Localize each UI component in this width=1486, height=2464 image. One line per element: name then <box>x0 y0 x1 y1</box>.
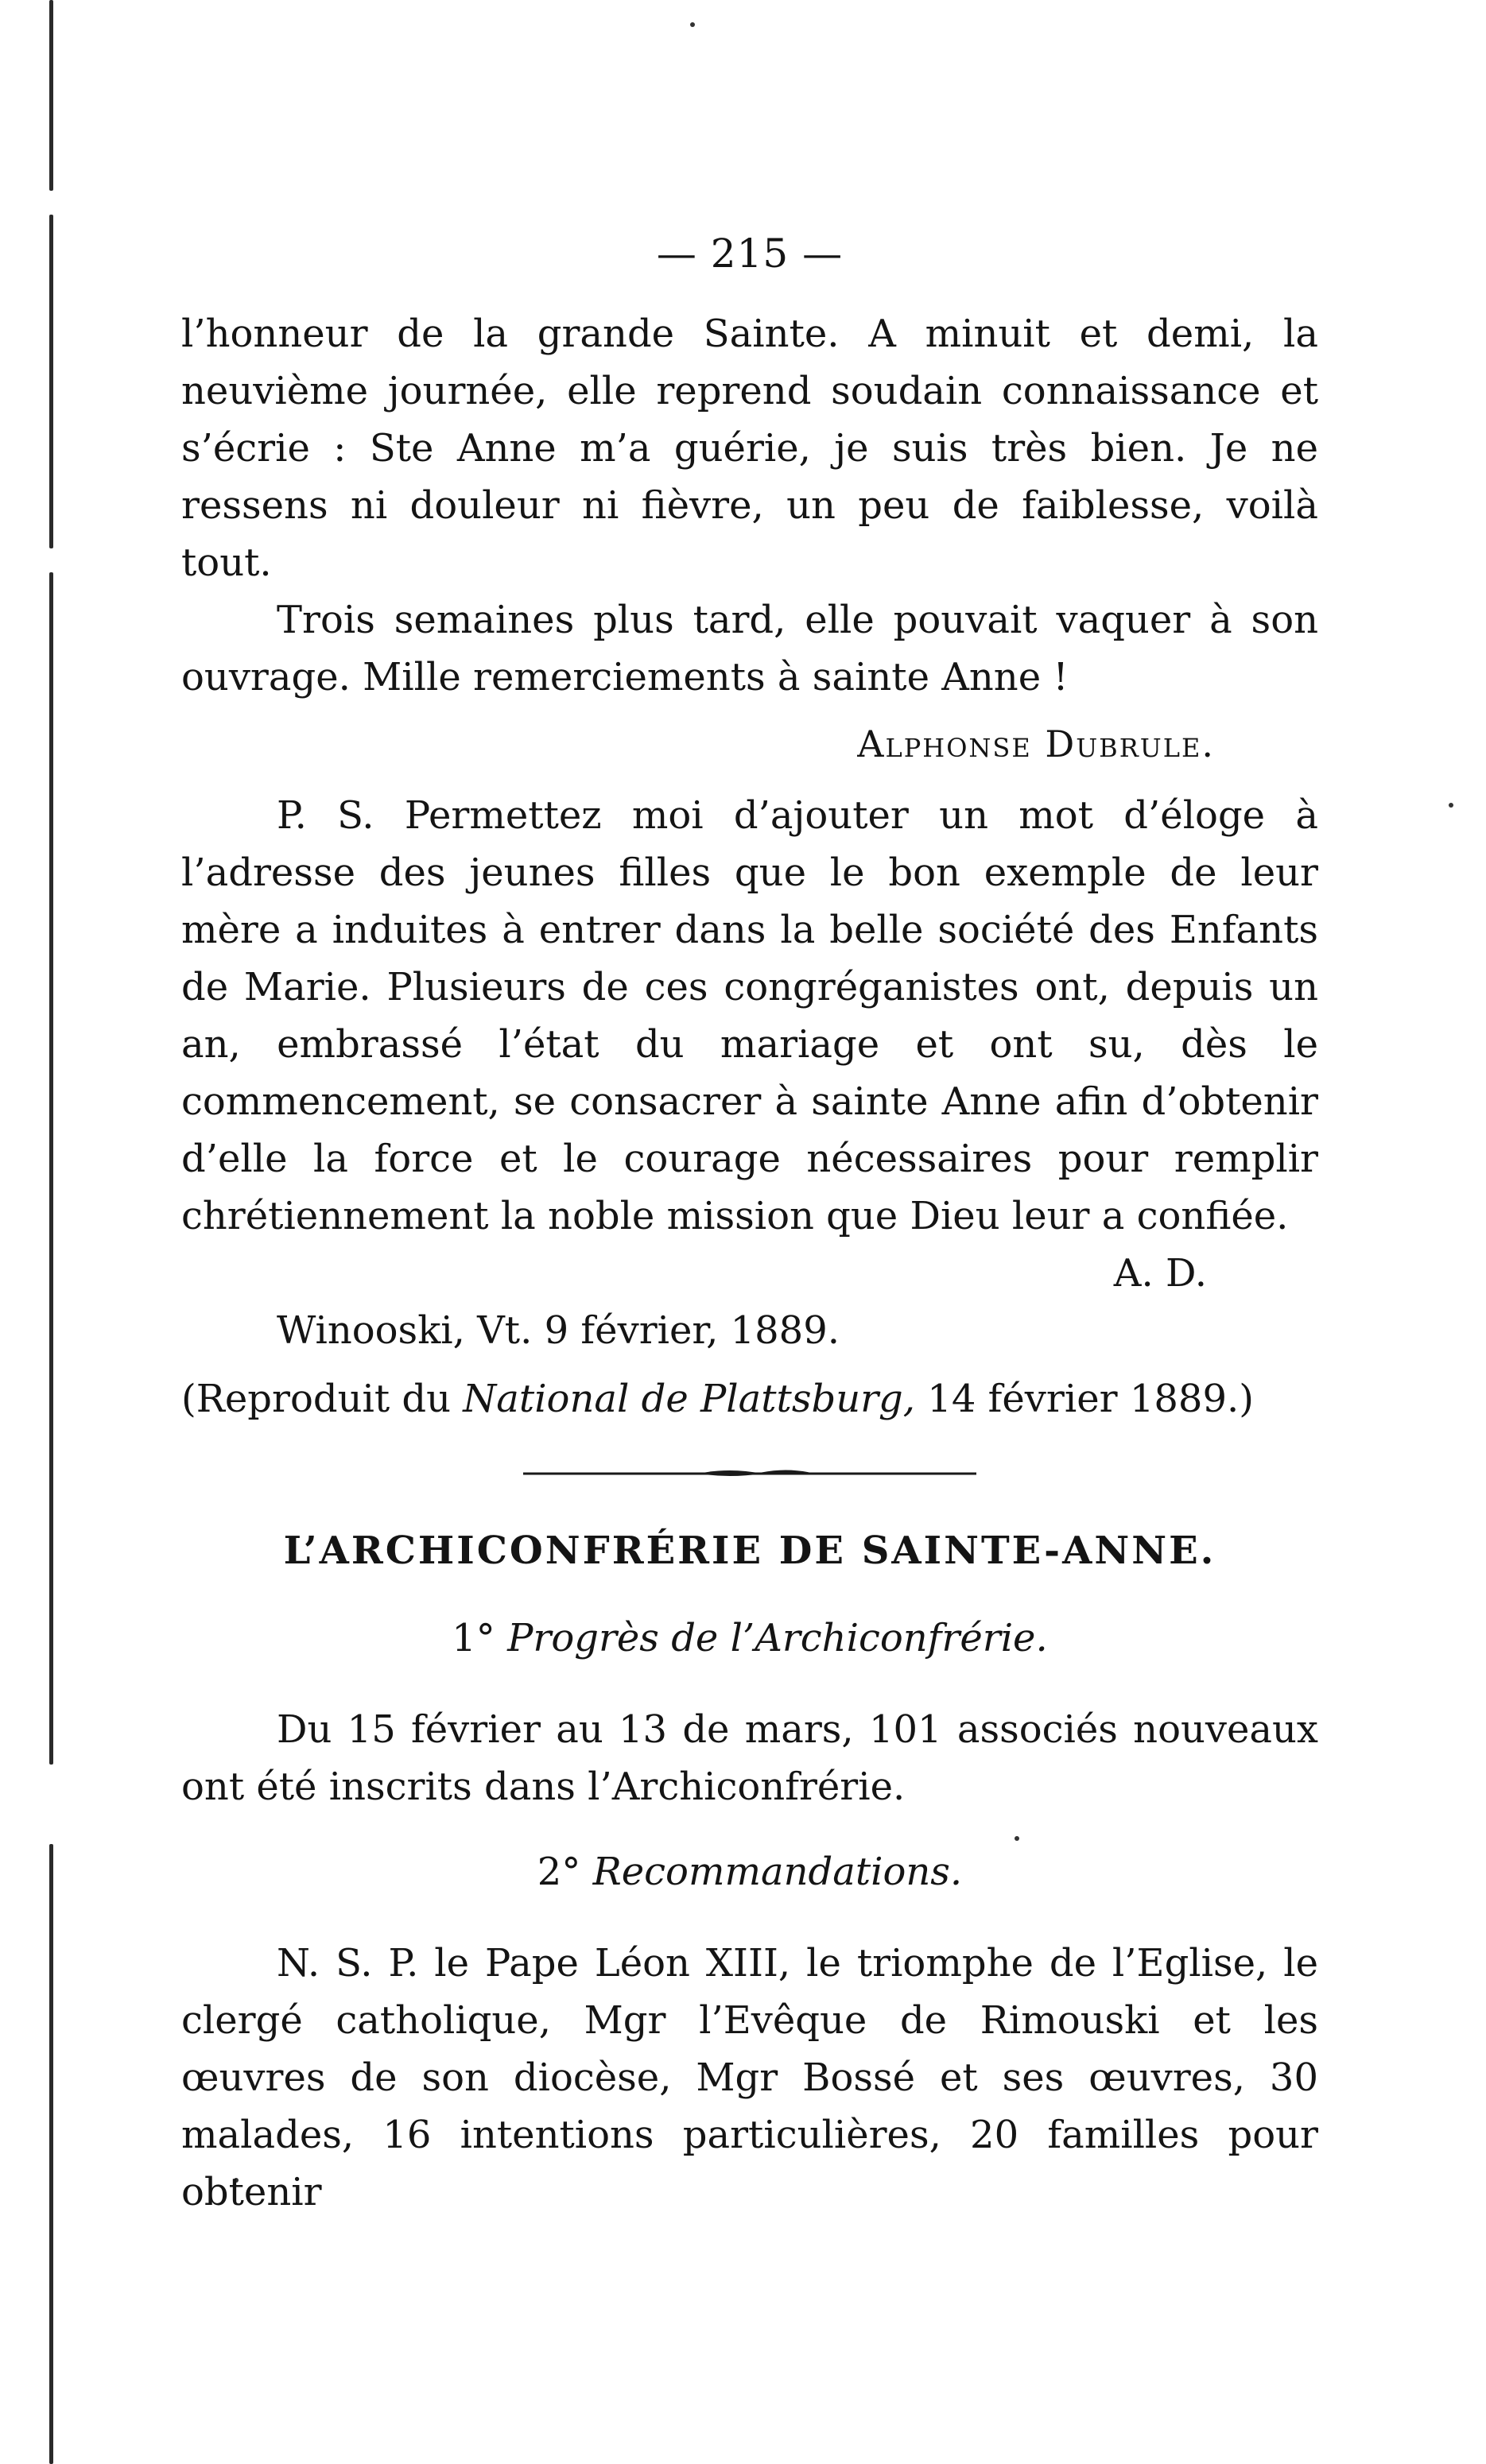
subsection-recommendations <box>181 1844 1318 1900</box>
ornamental-divider <box>181 1466 1318 1482</box>
paragraph-healing-account: l’honneur de la grande Sainte. A minuit et demi, la neuvième journée, elle reprend soudain connaissance et s’écrie : Ste Anne m’a guérie, je suis très bien. Je ne ressens ni douleur ni fièvre, un peu de faiblesse, voilà tout. <box>181 312 1318 585</box>
signature-initials: A. D. <box>1113 1251 1207 1296</box>
paragraph-recommendations: N. S. P. le Pape Léon XIII, le triomphe de l’Eglise, le clergé catholique, Mgr l’Evêque de Rimouski et les œuvres de son diocèse, Mgr Bossé et ses œuvres, 30 malades, 16 intentions particulières, 20 familles pour obtenir <box>181 1941 1318 2214</box>
subsection-progress-title: Progrès de l’Archiconfrérie. <box>507 1616 1048 1660</box>
subsection-recommendations-number: 2° <box>537 1850 581 1894</box>
place-date-line: Winooski, Vt. 9 février, 1889. <box>277 1308 840 1353</box>
source-citation <box>181 1370 1318 1428</box>
scan-speck <box>690 22 695 27</box>
source-prefix: (Reproduit du <box>181 1377 452 1421</box>
section-heading: L’ARCHICONFRÉRIE DE SAINTE-ANNE. <box>283 1528 1216 1573</box>
subsection-recommendations-title: Recommandations. <box>592 1850 963 1894</box>
signature-alphonse-dubrule: Alphonse Dubrule. <box>857 723 1215 765</box>
paragraph-thanks: Trois semaines plus tard, elle pouvait vaquer à son ouvrage. Mille remerciements à sainte Anne ! <box>181 598 1318 699</box>
divider-rule-graphic <box>181 1466 1318 1482</box>
source-suffix: 14 février 1889.) <box>927 1377 1254 1421</box>
book-page <box>181 231 1318 2221</box>
source-journal: National de Plattsburg, <box>463 1377 916 1421</box>
scan-edge-mark <box>49 0 53 191</box>
page-number: — 215 — <box>656 231 844 277</box>
scan-edge-mark <box>49 572 53 1765</box>
scan-edge-mark <box>49 1844 53 2464</box>
scan-speck <box>1449 803 1453 808</box>
paragraph-progress: Du 15 février au 13 de mars, 101 associés nouveaux ont été inscrits dans l’Archiconfrérie. <box>181 1707 1318 1809</box>
paragraph-postscript: P. S. Permettez moi d’ajouter un mot d’éloge à l’adresse des jeunes filles que le bon exemple de leur mère a induites à entrer dans la belle société des Enfants de Marie. Plusieurs de ces congréganistes ont, depuis un an, embrassé l’état du mariage et ont su, dès le commencement, se consacrer à sainte Anne afin d’obtenir d’elle la force et le courage nécessaires pour remplir chrétiennement la noble mission que Dieu leur a confiée. <box>181 793 1318 1238</box>
subsection-progress-number: 1° <box>452 1616 495 1660</box>
scan-edge-mark <box>49 215 53 548</box>
subsection-progress <box>181 1610 1318 1666</box>
